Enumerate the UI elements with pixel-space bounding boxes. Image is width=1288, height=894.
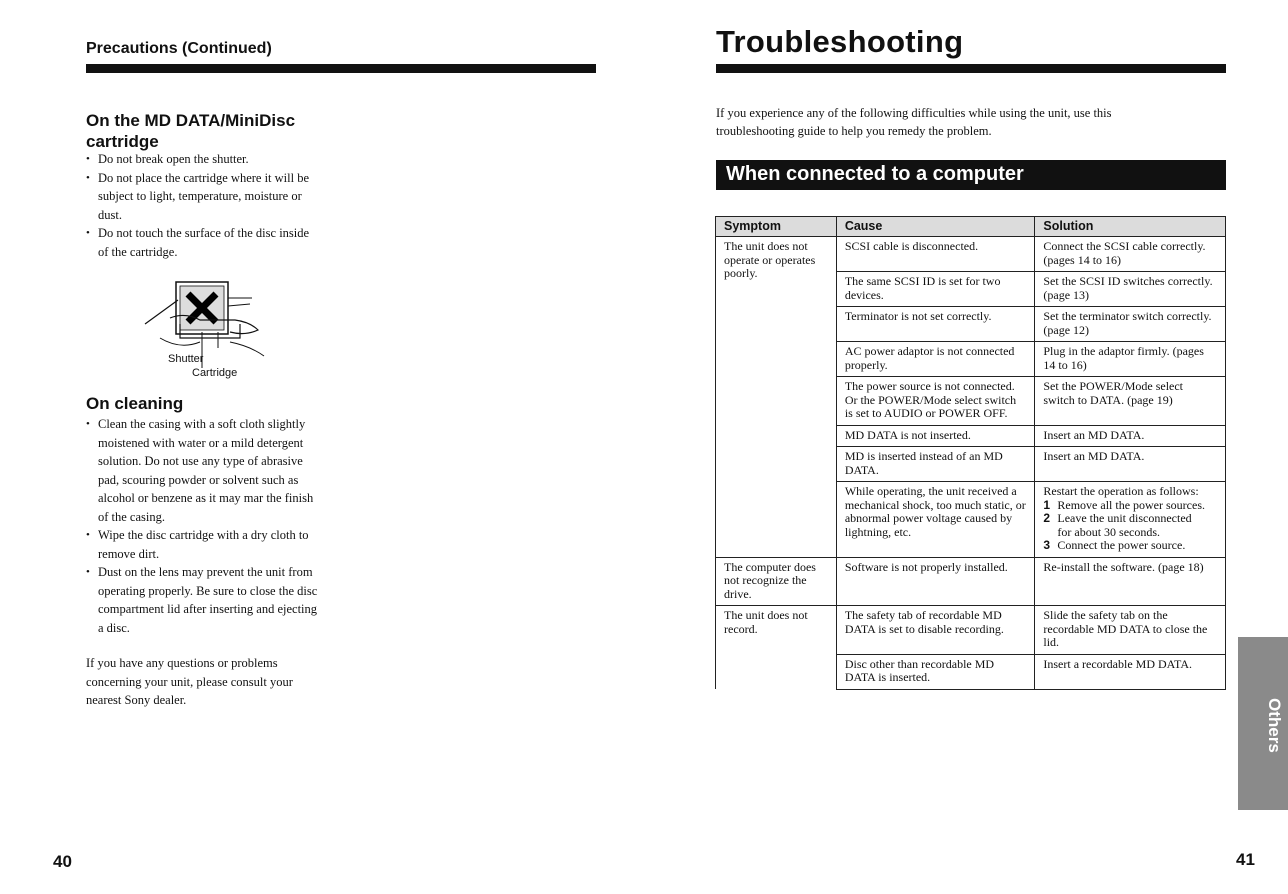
page-number-right: 41 (1236, 850, 1255, 869)
cleaning-list (86, 415, 321, 637)
cause-cell: Terminator is not set correctly. (836, 307, 1035, 342)
solution-cell: Re-install the software. (page 18) (1035, 557, 1226, 606)
right-header-rule (716, 64, 1226, 73)
solution-cell: Set the terminator switch correctly. (page 12) (1035, 307, 1226, 342)
step-3 (1043, 539, 1217, 553)
cleaning-heading: On cleaning (86, 394, 184, 413)
md-cartridge-heading: On the MD DATA/MiniDisc cartridge (86, 111, 296, 151)
troubleshooting-table (715, 216, 1226, 690)
step-text: Remove all the power sources. (1057, 497, 1205, 512)
list-item: • Wipe the disc cartridge with a dry cloth to remove dirt. (86, 526, 321, 563)
intro-paragraph: If you experience any of the following difficulties while using the unit, use this troubleshooting guide to help you remedy the problem. (716, 106, 1112, 138)
md-cartridge-list (86, 150, 321, 261)
symptom-cell: The computer does not recognize the drive. (716, 557, 837, 606)
cause-cell: Disc other than recordable MD DATA is inserted. (836, 654, 1035, 689)
side-tab-label: Others (1265, 697, 1284, 753)
solution-cell: Insert a recordable MD DATA. (1035, 654, 1226, 689)
symptom-cell: The unit does not record. (716, 606, 837, 690)
solution-cell: Insert an MD DATA. (1035, 447, 1226, 482)
symptom-header: Symptom (716, 217, 837, 237)
cartridge-drawing (140, 280, 270, 380)
cause-header: Cause (836, 217, 1035, 237)
list-item: • Do not touch the surface of the disc inside of the cartridge. (86, 224, 321, 261)
cause-cell: The power source is not connected. Or the POWER/Mode select switch is set to AUDIO or POWER OFF. (836, 377, 1035, 426)
solution-cell-steps (1035, 482, 1226, 558)
left-header-rule (86, 64, 596, 73)
solution-intro: Restart the operation as follows: (1043, 484, 1199, 498)
page-title: Troubleshooting (716, 24, 964, 59)
step-2-continued: for about 30 seconds. (1057, 524, 1161, 539)
solution-cell: Plug in the adaptor firmly. (pages 14 to 16) (1035, 342, 1226, 377)
table-row (716, 557, 1226, 606)
table-row (716, 237, 1226, 272)
cause-cell: SCSI cable is disconnected. (836, 237, 1035, 272)
list-item: • Do not place the cartridge where it will be subject to light, temperature, moisture or dust. (86, 169, 321, 225)
page-number-left: 40 (53, 852, 72, 871)
section-title: When connected to a computer (716, 160, 1226, 190)
solution-cell: Set the POWER/Mode select switch to DATA. (page 19) (1035, 377, 1226, 426)
cause-cell: Software is not properly installed. (836, 557, 1035, 606)
cause-cell: The same SCSI ID is set for two devices. (836, 272, 1035, 307)
cause-cell: The safety tab of recordable MD DATA is set to disable recording. (836, 606, 1035, 655)
step-text: Leave the unit disconnected (1057, 511, 1192, 525)
solution-cell: Connect the SCSI cable correctly. (pages 14 to 16) (1035, 237, 1226, 272)
step-number: 1 (1043, 497, 1051, 512)
cause-cell: While operating, the unit received a mechanical shock, too much static, or abnormal power voltage caused by lightning, etc. (836, 482, 1035, 558)
step-2 (1043, 512, 1217, 526)
step-text: Connect the power source. (1057, 538, 1186, 552)
table-row (716, 606, 1226, 655)
solution-cell: Set the SCSI ID switches correctly. (page 13) (1035, 272, 1226, 307)
step-1 (1043, 499, 1217, 513)
solution-header: Solution (1035, 217, 1226, 237)
closing-paragraph: If you have any questions or problems concerning your unit, please consult your nearest Sony dealer. (86, 656, 293, 707)
solution-cell: Slide the safety tab on the recordable MD DATA to close the lid. (1035, 606, 1226, 655)
cause-cell: MD is inserted instead of an MD DATA. (836, 447, 1035, 482)
symptom-cell: The unit does not operate or operates poorly. (716, 237, 837, 558)
list-item: • Dust on the lens may prevent the unit from operating properly. Be sure to close the disc compartment lid after inserting and ejecting a disc. (86, 563, 321, 637)
cause-cell: MD DATA is not inserted. (836, 425, 1035, 447)
cause-cell: AC power adaptor is not connected properly. (836, 342, 1035, 377)
list-item: • Do not break open the shutter. (86, 150, 321, 169)
left-page-header: Precautions (Continued) (86, 40, 272, 57)
table-header-row (716, 217, 1226, 237)
solution-cell: Insert an MD DATA. (1035, 425, 1226, 447)
step-number: 3 (1043, 538, 1051, 552)
cartridge-illustration (140, 280, 270, 380)
cartridge-label: Cartridge (192, 367, 238, 379)
shutter-label: Shutter (168, 353, 204, 365)
step-number: 2 (1043, 511, 1051, 525)
list-item: • Clean the casing with a soft cloth slightly moistened with water or a mild detergent solution. Do not use any type of abrasive pad, scouring powder or solvent such as alcohol or benzene as it may mar the finish of the casing. (86, 415, 321, 526)
